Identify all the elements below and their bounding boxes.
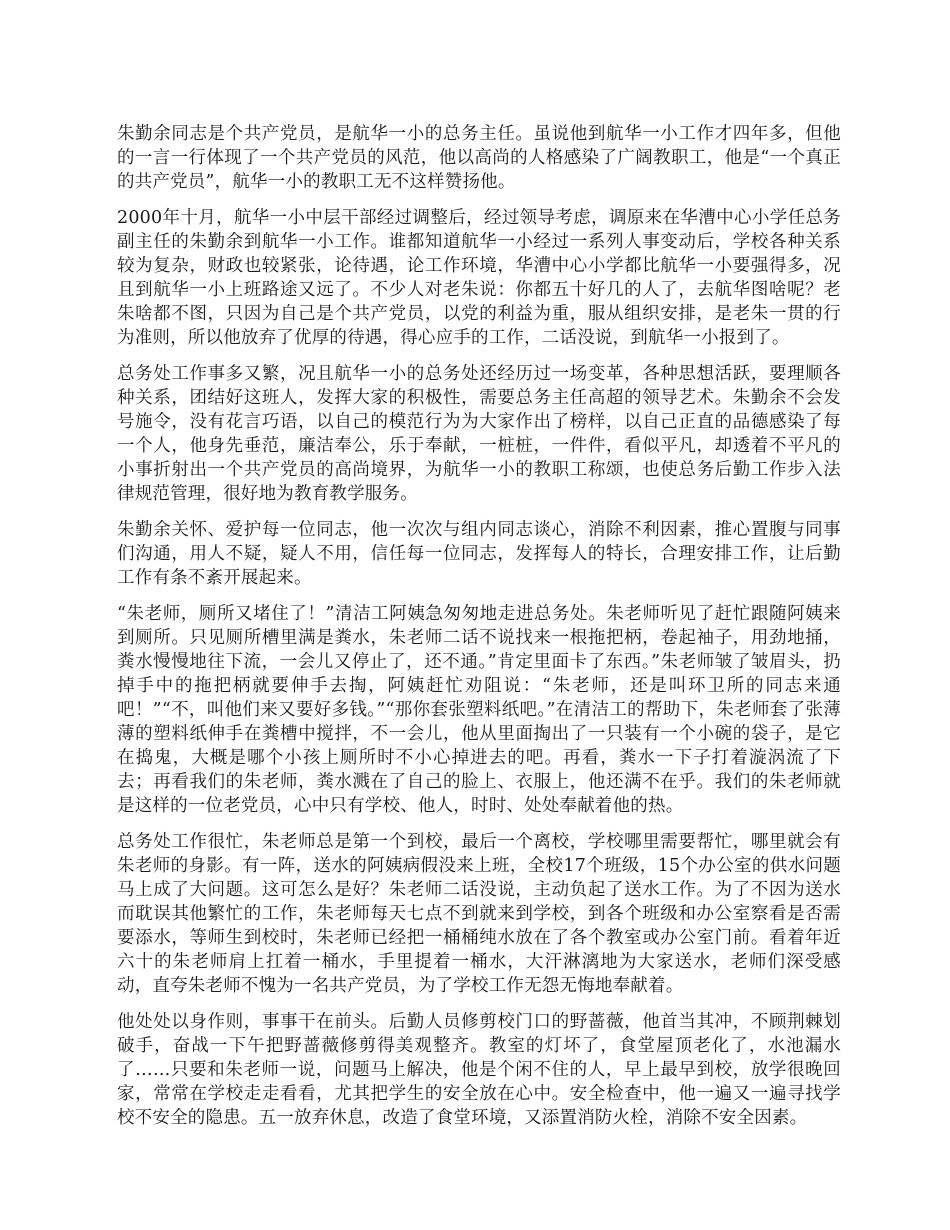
paragraph-1: 朱勤余同志是个共产党员，是航华一小的总务主任。虽说他到航华一小工作才四年多，但他的一言一行体现了一个共产党员的风范，他以高尚的人格感染了广阔教职工，他是“一个真正的共产党员”，航华一小的教职工无不这样赞扬他。 bbox=[117, 124, 841, 192]
paragraph-2: 2000年十月，航华一小中层干部经过调整后，经过领导考虑，调原来在华漕中心小学任总务副主任的朱勤余到航华一小工作。谁都知道航华一小经过一系列人事变动后，学校各种关系较为复杂，财政也较紧张，论待遇，论工作环境，华漕中心小学都比航华一小要强得多，况且到航华一小上班路途又远了。不少人对老朱说：你都五十好几的人了，去航华图啥呢？老朱啥都不图，只因为自己是个共产党员，以党的利益为重，服从组织安排，是老朱一贯的行为准则，所以他放弃了优厚的待遇，得心应手的工作，二话没说，到航华一小报到了。 bbox=[117, 208, 841, 348]
paragraph-6: 总务处工作很忙，朱老师总是第一个到校，最后一个离校，学校哪里需要帮忙，哪里就会有朱老师的身影。有一阵，送水的阿姨病假没来上班，全校17个班级，15个办公室的供水问题马上成了大问题。这可怎么是好？朱老师二话没说，主动负起了送水工作。为了不因为送水而耽误其他繁忙的工作，朱老师每天七点不到就来到学校，到各个班级和办公室察看是否需要添水，等师生到校时，朱老师已经把一桶桶纯水放在了各个教室或办公室门前。看着年近六十的朱老师肩上扛着一桶水，手里提着一桶水，大汗淋漓地为大家送水，老师们深受感动，直夸朱老师不愧为一名共产党员，为了学校工作无怨无悔地奉献着。 bbox=[117, 832, 841, 996]
paragraph-3: 总务处工作事多又繁，况且航华一小的总务处还经历过一场变革，各种思想活跃，要理顺各种关系，团结好这班人，发挥大家的积极性，需要总务主任高超的领导艺术。朱勤余不会发号施令，没有花言巧语，以自己的模范行为为大家作出了榜样，以自己正直的品德感染了每一个人，他身先垂范，廉洁奉公，乐于奉献，一桩桩，一件件，看似平凡，却透着不平凡的小事折射出一个共产党员的高尚境界，为航华一小的教职工称颂，也使总务后勤工作步入法律规范管理，很好地为教育教学服务。 bbox=[117, 364, 841, 504]
document-body bbox=[117, 122, 841, 1142]
paragraph-5: “朱老师，厕所又堵住了！”清洁工阿姨急匆匆地走进总务处。朱老师听见了赶忙跟随阿姨来到厕所。只见厕所槽里满是粪水，朱老师二话不说找来一根拖把柄，卷起袖子，用劲地捅，粪水慢慢地往下流，一会儿又停止了，还不通。”肯定里面卡了东西。”朱老师皱了皱眉头，扔掉手中的拖把柄就要伸手去掏，阿姨赶忙劝阻说：“朱老师，还是叫环卫所的同志来通吧！”“不，叫他们来又要好多钱。”“那你套张塑料纸吧。”在清洁工的帮助下，朱老师套了张薄薄的塑料纸伸手在粪槽中搅拌，不一会儿，他从里面掏出了一只装有一个小碗的袋子，是它在捣鬼，大概是哪个小孩上厕所时不小心掉进去的吧。再看，粪水一下子打着漩涡流了下去；再看我们的朱老师，粪水溅在了自己的脸上、衣服上，他还满不在乎。我们的朱老师就是这样的一位老党员，心中只有学校、他人，时时、处处奉献着他的热。 bbox=[117, 604, 841, 816]
paragraph-4: 朱勤余关怀、爱护每一位同志，他一次次与组内同志谈心，消除不利因素，推心置腹与同事们沟通，用人不疑，疑人不用，信任每一位同志，发挥每人的特长，合理安排工作，让后勤工作有条不紊开展起来。 bbox=[117, 520, 841, 588]
paragraph-7: 他处处以身作则，事事干在前头。后勤人员修剪校门口的野蔷薇，他首当其冲，不顾荆棘划破手，奋战一下午把野蔷薇修剪得美观整齐。教室的灯坏了，食堂屋顶老化了，水池漏水了……只要和朱老师一说，问题马上解决，他是个闲不住的人，早上最早到校，放学很晚回家，常常在学校走走看看，尤其把学生的安全放在心中。安全检查中，他一遍又一遍寻找学校不安全的隐患。五一放弃休息，改造了食堂环境，又添置消防火栓，消除不安全因素。 bbox=[117, 1012, 841, 1128]
